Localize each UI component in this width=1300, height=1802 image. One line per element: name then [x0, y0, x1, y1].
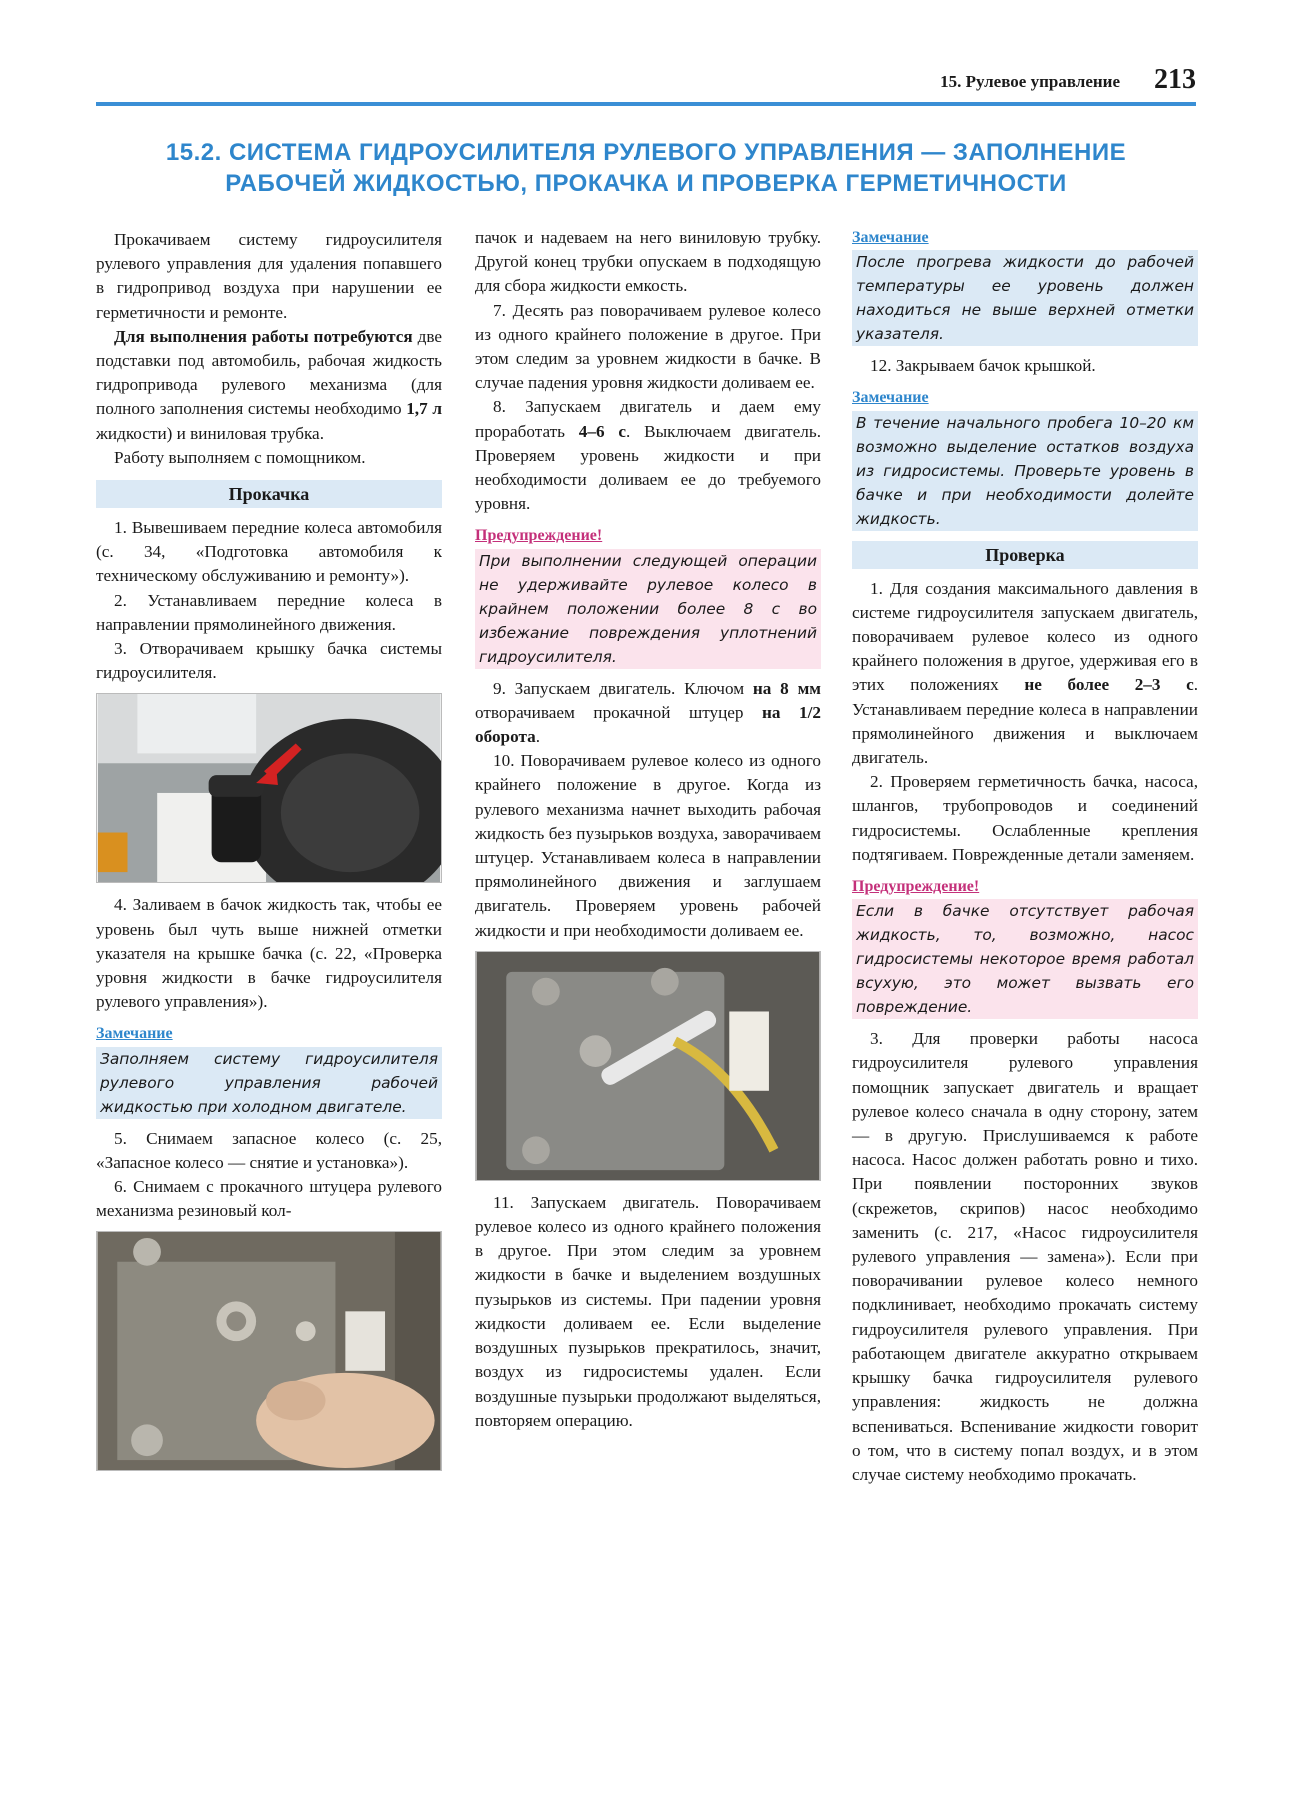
subhead-bleeding: Прокачка: [96, 480, 442, 508]
step-11: 11. Запускаем двигатель. Поворачиваем рулевое колесо из одного крайнего положения в другое. При этом следим за уровнем жидкости в бачке и выделением воздушных пузырьков из системы. При падении уровня жидкости доливаем ее. Если выделение воздушных пузырьков прекратилось, значит, воздух из гидросистемы удален. Если воздушные пузырьки продолжают выделяться, повторяем операцию.: [475, 1192, 821, 1430]
step-12: 12. Закрываем бачок крышкой.: [870, 356, 1096, 376]
warning-label-2: Предупреждение!: [852, 878, 980, 896]
intro-paragraph: Прокачиваем систему гидроусилителя рулевого управления для удаления попавшего в гидропривод воздуха при нарушении ее герметичности и ремонте.: [96, 230, 442, 322]
chapter-title: 15. Рулевое управление: [940, 72, 1120, 91]
step-6: 6. Снимаем с прокачного штуцера рулевого механизма резиновый кол-: [96, 1177, 442, 1221]
note-label-1: Замечание: [852, 229, 929, 246]
step-9: 9. Запускаем двигатель. Ключом на 8 мм отворачиваем прокачной штуцер на 1/2 оборота.: [475, 678, 821, 747]
warning-hold-wheel: При выполнении следующей операции не удерживайте рулевое колесо в крайнем положении более 8 с во избежание повреждения уплотнений гидроусилителя.: [475, 549, 821, 669]
check-3: 3. Для проверки работы насоса гидроусилителя рулевого управления помощник запускает двигатель и вращает рулевое колесо сначала в одну сторону, затем — в другую. Прислушиваемся к работе насоса. Насос должен работать ровно и тихо. При появлении посторонних звуков (скрежетов, скрипов) насос необходимо заменить (с. 217, «Насос гидроусилителя рулевого управления — замена»). Если при поворачивании рулевое колесо немного подклинивает, необходимо прокачать систему гидроусилителя рулевого управления. При работающем двигателе аккуратно открываем крышку бачка гидроусилителя рулевого управления: жидкость не должна вспениваться. Вспенивание жидкости говорит о том, что в систему попал воздух, и в этом случае систему необходимо прокачать.: [852, 1029, 1198, 1484]
step-4: 4. Заливаем в бачок жидкость так, чтобы ее уровень был чуть выше нижней отметки указателя на крышке бачка (с. 22, «Проверка уровня жидкости в бачке гидроусилителя рулевого управления»).: [96, 895, 442, 1012]
note-warm-level: После прогрева жидкости до рабочей температуры ее уровень должен находиться не выше верхней отметки указателя.: [852, 250, 1198, 346]
helper-paragraph: Работу выполняем с помощником.: [114, 447, 366, 467]
note-label: Замечание: [96, 1025, 173, 1043]
page-header: [96, 60, 1196, 106]
requirements-paragraph: Для выполнения работы потребуются две подставки под автомобиль, рабочая жидкость гидропривода рулевого механизма (для полного заполнения системы необходимо 1,7 л жидкости) и виниловая трубка.: [96, 326, 443, 443]
section-title: [96, 137, 1196, 199]
step-1: 1. Вывешиваем передние колеса автомобиля (с. 34, «Подготовка автомобиля к техническому обслуживанию и ремонту»).: [96, 518, 442, 586]
note-cold-engine: Заполняем систему гидроусилителя рулевого управления рабочей жидкостью при холодном двигателе.: [96, 1047, 442, 1119]
step-3: 3. Отворачиваем крышку бачка системы гидроусилителя.: [96, 639, 442, 683]
column-2: [475, 226, 821, 1433]
step-8: 8. Запускаем двигатель и даем ему проработать 4–6 с. Выключаем двигатель. Проверяем уровень жидкости и при необходимости доливаем ее до требуемого уровня.: [475, 397, 821, 514]
note-label-2: Замечание: [852, 389, 929, 407]
step-2: 2. Устанавливаем передние колеса в направлении прямолинейного движения.: [96, 590, 442, 634]
subhead-check: Проверка: [852, 541, 1198, 569]
warning-dry-pump: Если в бачке отсутствует рабочая жидкость, то, возможно, насос гидросистемы некоторое время работал всухую, это может вызвать его повреждение.: [852, 899, 1198, 1019]
step-6-continued: пачок и надеваем на него виниловую трубку. Другой конец трубки опускаем в подходящую для сбора жидкости емкость.: [475, 228, 821, 296]
step-5: 5. Снимаем запасное колесо (с. 25, «Запасное колесо — снятие и установка»).: [96, 1128, 442, 1172]
column-3: [852, 226, 1198, 1487]
section-title-line-2: РАБОЧЕЙ ЖИДКОСТЬЮ, ПРОКАЧКА И ПРОВЕРКА ГЕРМЕТИЧНОСТИ: [225, 170, 1067, 197]
section-title-line-1: 15.2. СИСТЕМА ГИДРОУСИЛИТЕЛЯ РУЛЕВОГО УПРАВЛЕНИЯ — ЗАПОЛНЕНИЕ: [165, 139, 1127, 166]
check-1: 1. Для создания максимального давления в системе гидроусилителя запускаем двигатель, поворачиваем рулевое колесо из одного крайнего положения в другое, удерживая его в этих положениях не более 2–3 с. Устанавливаем передние колеса в направлении прямолинейного движения и выключаем двигатель.: [852, 578, 1198, 768]
warning-label: Предупреждение!: [475, 527, 603, 545]
note-initial-run: В течение начального пробега 10–20 км возможно выделение остатков воздуха из гидросистемы. Проверьте уровень в бачке и при необходимости долейте жидкость.: [852, 411, 1198, 531]
check-2: 2. Проверяем герметичность бачка, насоса, шлангов, трубопроводов и соединений гидросистемы. Ослабленные крепления подтягиваем. Поврежденные детали заменяем.: [852, 772, 1198, 864]
photo-bleed-fitting: [96, 1231, 442, 1471]
step-7: 7. Десять раз поворачиваем рулевое колесо из одного крайнего положение в другое. При этом следим за уровнем жидкости в бачке. В случае падения уровня жидкости доливаем ее.: [475, 300, 821, 393]
page-number: 213: [1154, 64, 1196, 95]
step-10: 10. Поворачиваем рулевое колесо из одного крайнего положение в другое. Когда из рулевого механизма начнет выходить рабочая жидкость без пузырьков воздуха, заворачиваем штуцер. Устанавливаем колеса в направлении прямолинейного движения и заглушаем двигатель. Проверяем уровень рабочей жидкости и при необходимости доливаем ее.: [475, 751, 821, 940]
photo-reservoir-cap: [96, 693, 442, 883]
column-1: [96, 228, 442, 1481]
photo-wrench-fitting: [475, 951, 821, 1181]
